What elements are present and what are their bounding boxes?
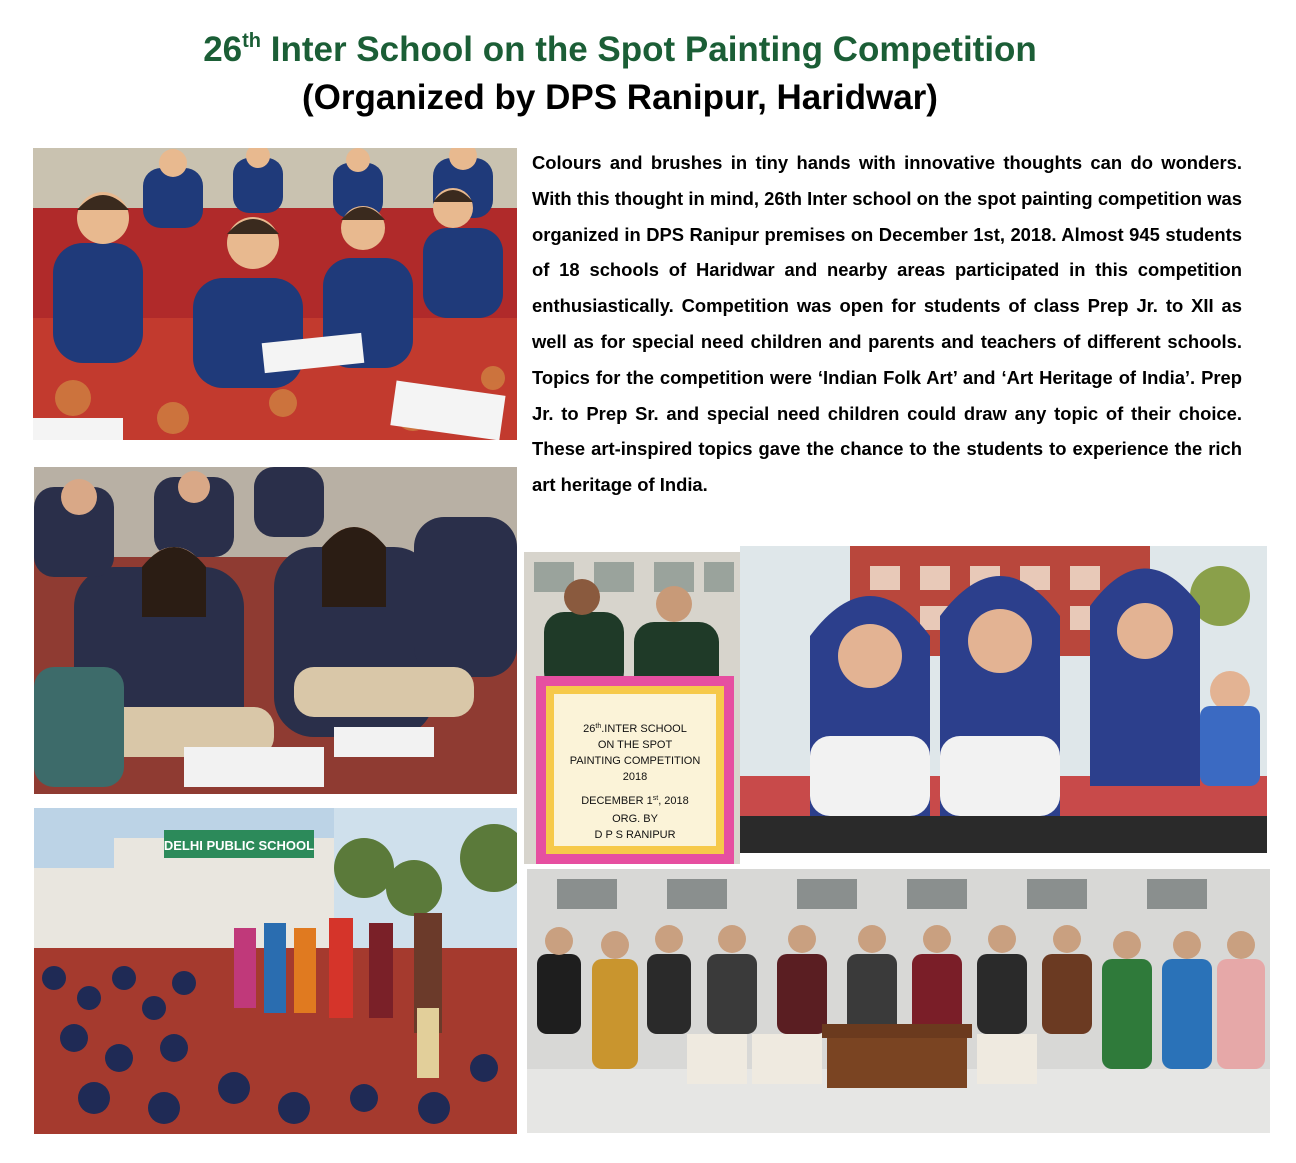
banner-line6: ORG. BY xyxy=(612,813,658,825)
photo-girls-in-hijab xyxy=(740,546,1267,853)
photo-school-crowd xyxy=(34,808,517,1134)
photo-judges-seated xyxy=(527,869,1270,1133)
photo-young-children-painting xyxy=(33,148,517,440)
banner-line2: ON THE SPOT xyxy=(597,739,673,751)
photo-podium-banner xyxy=(524,552,740,864)
title-rest: Inter School on the Spot Painting Competition xyxy=(261,30,1037,69)
photo-girls-drawing xyxy=(34,467,517,794)
banner-line7: D P S RANIPUR xyxy=(594,829,676,841)
banner-line1: 26th.INTER SCHOOL xyxy=(583,723,687,735)
page-title xyxy=(0,28,1240,72)
school-sign-text: DELHI PUBLIC SCHOOL xyxy=(163,838,315,853)
banner-line5: DECEMBER 1st, 2018 xyxy=(581,795,689,807)
description-paragraph: Colours and brushes in tiny hands with innovative thoughts can do wonders. With this thought in mind, 26th Inter school on the spot painting competition was organized in DPS Ranipur premises on December 1st, 2018. Almost 945 students of 18 schools of Haridwar and nearby areas participated in this competition enthusiastically. Competition was open for students of class Prep Jr. to XII as well as for special need children and parents and teachers of different schools. Topics for the competition were ‘Indian Folk Art’ and ‘Art Heritage of India’. Prep Jr. to Prep Sr. and special need children could draw any topic of their choice. These art-inspired topics gave the chance to the students to experience the rich art heritage of India. xyxy=(532,152,1242,496)
title-superscript: th xyxy=(242,30,262,52)
title-number: 26 xyxy=(203,30,243,69)
page-subtitle: (Organized by DPS Ranipur, Haridwar) xyxy=(302,78,938,117)
banner-line4: 2018 xyxy=(622,771,648,783)
banner-line3: PAINTING COMPETITION xyxy=(569,755,701,767)
